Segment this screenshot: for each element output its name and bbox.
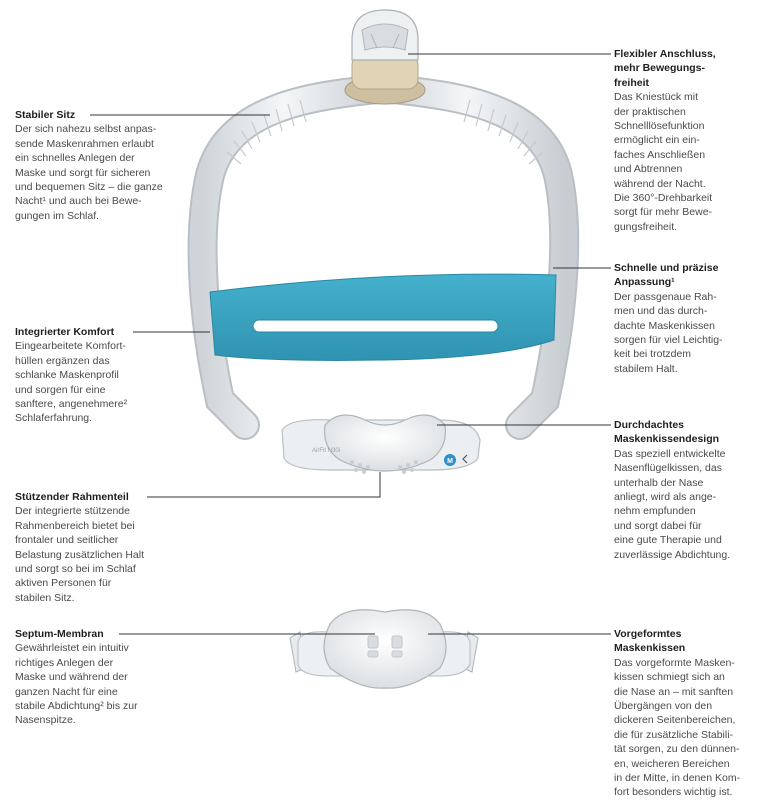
callout-septum-membran	[15, 627, 185, 728]
callout-vorgeformtes-kissen	[614, 627, 759, 800]
callout-text: Das Kniestück mit der praktischen Schnelllösefunktion ermöglicht ein ein- faches Anschließen und Abtrennen während der Nacht. Die 360°-Drehbarkeit sorgt für mehr Bewe- gungsfreiheit.	[614, 91, 713, 233]
callout-stuetzender-rahmenteil	[15, 490, 185, 605]
callout-flexibler-anschluss	[614, 47, 754, 234]
callout-text: Das speziell entwickelte Nasenflügelkissen, das unterhalb der Nase anliegt, wird als ange- nehm empfunden und sorgt dabei für eine gute Therapie und zuverlässige Abdichtung.	[614, 447, 731, 561]
size-mark: M	[447, 458, 453, 465]
nasal-cushion-closeup	[290, 610, 478, 688]
callout-title: Schnelle und präzise Anpassung¹	[614, 262, 719, 289]
callout-text: Eingearbeitete Komfort- hüllen ergänzen das schlanke Maskenprofil und sorgen für eine sanftere, angenehmere² Schlaferfahrung.	[15, 340, 128, 425]
callout-title: Septum-Membran	[15, 628, 104, 640]
headgear-strap	[210, 274, 556, 360]
callout-title: Integrierter Komfort	[15, 326, 115, 338]
frame-marking: AirFit N30i	[312, 448, 341, 454]
callout-title: Stützender Rahmenteil	[15, 491, 129, 503]
callout-text: Der integrierte stützende Rahmenbereich bietet bei frontaler und seitlicher Belastung zusätzlichen Halt und sorgt so bei im Schlaf aktiven Personen für stabilen Sitz.	[15, 505, 144, 604]
callout-text: Der passgenaue Rah- men und das durch- dachte Maskenkissen sorgen für viel Leichtig- keit bei trotzdem stabilem Halt.	[614, 290, 723, 375]
callout-title: Durchdachtes Maskenkissendesign	[614, 419, 720, 446]
callout-text: Das vorgeformte Masken- kissen schmiegt sich an die Nase an – mit sanften Übergängen von den dickeren Seitenbereichen, die für zusätzliche Stabili- tät sorgen, zu den dünnen- en, weicheren Bereichen in der Mitte, in denen Kom- fort besonders wichtig ist.	[614, 656, 741, 799]
nasal-cushion-top	[282, 415, 480, 474]
callout-schnelle-anpassung	[614, 261, 754, 376]
callout-text: Der sich nahezu selbst anpas- sende Maskenrahmen erlaubt ein schnelles Anlegen der Maske und sorgt für sicheren und bequemen Sitz – die ganze Nacht¹ und auch bei Bewe- gungen im Schlaf.	[15, 123, 163, 222]
callout-maskenkissendesign	[614, 418, 754, 562]
frame-tube	[203, 88, 565, 425]
elbow-connector	[345, 10, 425, 104]
callout-integrierter-komfort	[15, 325, 175, 426]
callout-text: Gewährleistet ein intuitiv richtiges Anlegen der Maske und während der ganzen Nacht für eine stabile Abdichtung² bis zur Nasenspitze.	[15, 642, 138, 727]
callout-stabiler-sitz	[15, 108, 205, 223]
callout-title: Flexibler Anschluss, mehr Bewegungs- freiheit	[614, 48, 716, 89]
callout-title: Stabiler Sitz	[15, 109, 76, 121]
callout-title: Vorgeformtes Maskenkissen	[614, 628, 686, 655]
